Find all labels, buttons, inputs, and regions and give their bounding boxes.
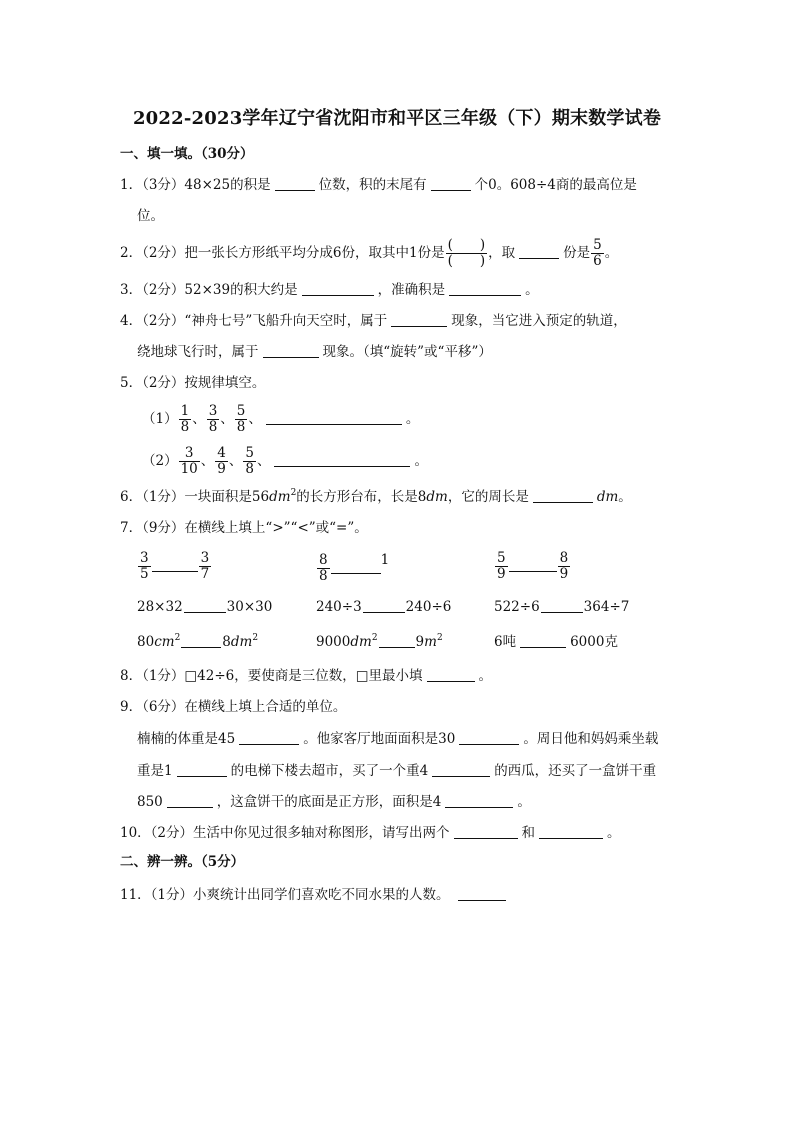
answer-blank[interactable] — [363, 598, 405, 613]
question-9-line-3: 850 ，这盒饼干的底面是正方形，面积是4 。 — [137, 794, 531, 810]
question-9: 9．（6分）在横线上填上合适的单位。 — [120, 699, 347, 715]
question-3: 3．（2分）52×39的积大约是 ，准确积是 。 — [120, 282, 539, 298]
answer-blank[interactable] — [458, 886, 506, 901]
answer-blank[interactable] — [432, 762, 490, 777]
fraction: $\frac{8}{9}$ — [559, 550, 569, 582]
answer-blank[interactable] — [449, 281, 521, 296]
fraction: $\frac{8}{8}$ — [319, 552, 328, 584]
answer-blank[interactable] — [379, 633, 415, 648]
answer-blank[interactable] — [533, 488, 593, 503]
question-2: 2．（2分）把一张长方形纸平均分成6份，取其中1份是 $\frac{( )}{( )}$ ，取 份是 $\frac{5}{6}$ 。 — [120, 237, 619, 269]
question-4-cont: 绕地球飞行时，属于 现象。（填“旋转”或“平移”） — [137, 344, 492, 360]
comparison-item: 28×32 30×30 — [137, 599, 273, 615]
answer-blank[interactable] — [541, 598, 583, 613]
question-10: 10．（2分）生活中你见过很多轴对称图形，请写出两个 和 。 — [120, 825, 621, 841]
comparison-item: $\frac{8}{8}$ 1 — [319, 552, 390, 584]
answer-blank[interactable] — [239, 730, 299, 745]
answer-blank[interactable] — [445, 793, 513, 808]
answer-blank[interactable] — [519, 244, 559, 259]
fraction: $\frac{5}{6}$ — [593, 237, 602, 269]
fraction: $\frac{5}{9}$ — [497, 550, 506, 582]
fraction: $\frac{3}{7}$ — [200, 550, 210, 582]
comparison-item: $9000dm^2$ $9m^2$ — [316, 633, 443, 650]
question-6: 6．（1分）一块面积是$56dm^2$的长方形台布，长是8dm，它的周长是 dm。 — [120, 488, 632, 505]
answer-blank[interactable] — [302, 281, 374, 296]
question-5-row-2: （2） $\frac{3}{10}$ 、 $\frac{4}{9}$ 、 $\frac{5}{8}$ 、 。 — [142, 445, 428, 477]
answer-blank[interactable] — [152, 557, 198, 572]
question-7: 7．（9分）在横线上填上“>”“<”或“=”。 — [120, 520, 368, 536]
question-5-row-1: （1） $\frac{1}{8}$ 、 $\frac{3}{8}$ 、 $\frac{5}{8}$ 、 。 — [142, 403, 420, 435]
answer-blank[interactable] — [181, 633, 221, 648]
fraction: $\frac{4}{9}$ — [217, 445, 226, 477]
question-9-line-2: 重是1 的电梯下楼去超市，买了一个重4 的西瓜，还买了一盒饼干重 — [137, 763, 657, 779]
answer-blank[interactable] — [177, 762, 227, 777]
comparison-item: 522÷6 364÷7 — [494, 599, 630, 615]
fraction: $\frac{1}{8}$ — [180, 403, 190, 435]
fraction: $\frac{5}{8}$ — [236, 403, 246, 435]
answer-blank[interactable] — [275, 176, 315, 191]
answer-blank[interactable] — [427, 667, 475, 682]
fraction: $\frac{3}{8}$ — [208, 403, 218, 435]
comparison-item: 240÷3 240÷6 — [316, 599, 452, 615]
paren-fraction[interactable]: $\frac{( )}{( )}$ — [447, 237, 486, 269]
question-11: 11．（1分）小爽统计出同学们喜欢吃不同水果的人数。 — [120, 885, 510, 905]
comparison-item — [137, 551, 212, 582]
answer-blank[interactable] — [520, 633, 566, 648]
answer-blank[interactable] — [274, 452, 410, 467]
answer-blank[interactable] — [539, 824, 603, 839]
answer-blank[interactable] — [509, 557, 557, 572]
answer-blank[interactable] — [167, 793, 213, 808]
question-8: 8．（1分）□42÷6，要使商是三位数，□里最小填 。 — [120, 668, 493, 684]
answer-blank[interactable] — [331, 559, 381, 574]
answer-blank[interactable] — [184, 598, 226, 613]
question-1-cont: 位。 — [137, 208, 164, 224]
section-2-heading: 二、辨一辨。（5分） — [120, 854, 245, 870]
page-title: 2022-2023学年辽宁省沈阳市和平区三年级（下）期末数学试卷 — [132, 108, 662, 129]
question-1: 1．（3分）48×25的积是 位数，积的末尾有 个0。608÷4商的最高位是 — [120, 177, 637, 193]
fraction: $\frac{5}{8}$ — [245, 445, 254, 477]
fraction: $\frac{3}{5}$ — [140, 550, 149, 582]
question-4: 4．（2分）“神舟七号”飞船升向天空时，属于 现象，当它进入预定的轨道， — [120, 313, 627, 329]
answer-blank[interactable] — [263, 343, 319, 358]
comparison-item: $80cm^2$ $8dm^2$ — [137, 633, 259, 650]
question-9-line-1: 楠楠的体重是45 。他家客厅地面面积是30 。周日他和妈妈乘坐载 — [137, 731, 659, 747]
answer-blank[interactable] — [391, 312, 447, 327]
answer-blank[interactable] — [459, 730, 519, 745]
section-1-heading: 一、填一填。（30分） — [120, 146, 254, 162]
answer-blank[interactable] — [266, 410, 402, 425]
comparison-item: 6吨 6000克 — [494, 634, 618, 650]
question-5: 5．（2分）按规律填空。 — [120, 375, 266, 391]
comparison-item — [494, 551, 571, 582]
answer-blank[interactable] — [431, 176, 471, 191]
fraction: $\frac{3}{10}$ — [180, 445, 198, 477]
answer-blank[interactable] — [454, 824, 518, 839]
